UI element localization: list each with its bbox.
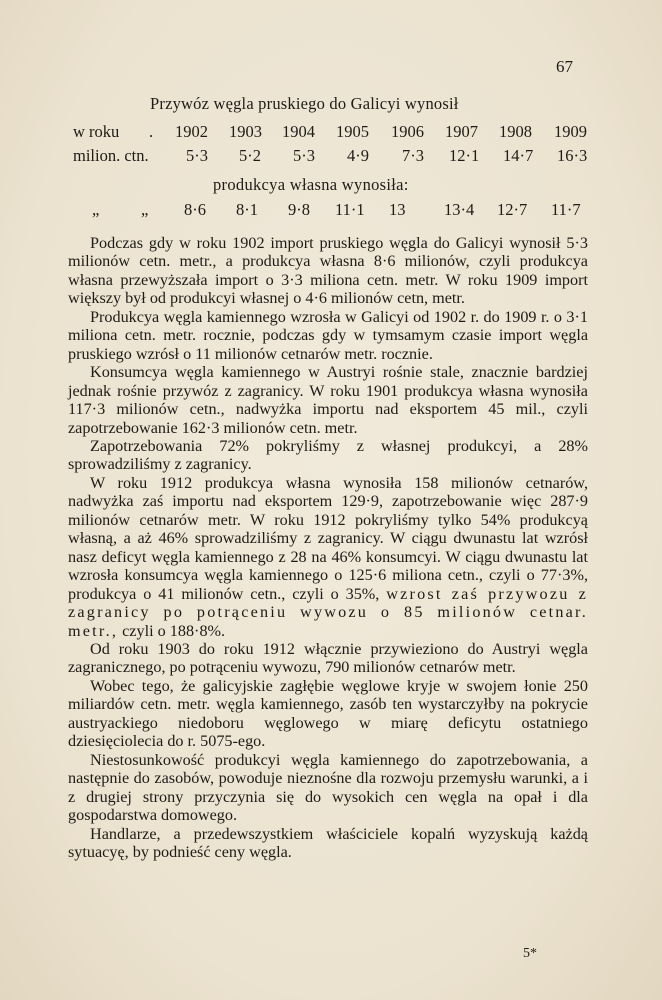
paragraph: Zapotrzebowania 72% pokryliśmy z własnej produkcyi, a 28% sprowadziliśmy z zagranicy. <box>68 436 588 474</box>
own-production-cell: 8·1 <box>236 200 258 219</box>
year-cell: 1909 <box>554 122 587 141</box>
import-label: milion. ctn. <box>73 146 149 165</box>
ditto-mark: „ <box>92 200 100 219</box>
import-cell: 12·1 <box>449 146 480 165</box>
own-production-cell: 12·7 <box>497 200 528 219</box>
table-row-import <box>0 146 662 170</box>
paragraph-text: czyli o 188·8%. <box>122 621 226 640</box>
year-cell: 1905 <box>336 122 369 141</box>
year-cell: 1906 <box>391 122 424 141</box>
year-label-dot: . <box>149 122 154 141</box>
year-cell: 1907 <box>445 122 478 141</box>
page-number: 67 <box>556 57 573 76</box>
paragraph: Konsumcya węgla kamiennego w Austryi rośnie stale, znacznie bardziej jednak rośnie przywóz z zagranicy. W roku 1901 produkcya własna wynosiła 117·3 milionów cetn., nadwyżka importu nad eksportem 45 mil., czyli zapotrzebowanie 162·3 milionów cetn. metr. <box>68 363 588 437</box>
import-cell: 5·3 <box>293 146 315 165</box>
signature-mark: 5* <box>523 946 537 961</box>
paragraph: Od roku 1903 do roku 1912 włącznie przywieziono do Austryi węgla zagranicznego, po potrąceniu wywozu, 790 milionów cetnarów metr. <box>68 639 588 677</box>
paragraph-text: W roku 1912 produkcya własna wynosiła 158 milionów cetnarów, nadwyżka zaś importu nad eksportem 129·9, zapotrzebowanie więc 287·9 milionów cetnarów metr. W roku 1912 pokryliśmy tylko 54% produkcyą własną, a aż 46% sprowadziliśmy z zagranicy. W ciągu dwunastu lat wzrósł nasz deficyt węgla kamiennego z 28 na 46% konsumcyi. W ciągu dwunastu lat wzrosła konsumcya węgla kamiennego o 125·6 miliona cetn., czyli o 77·3%, produkcya o 41 milionów cetn., czyli o 35%, <box>68 473 588 603</box>
table-caption-import: Przywóz węgla pruskiego do Galicyi wynosił <box>150 94 459 113</box>
paragraph <box>68 474 588 640</box>
import-cell: 5·2 <box>239 146 261 165</box>
year-cell: 1903 <box>229 122 262 141</box>
import-cell: 16·3 <box>557 146 588 165</box>
paragraph: Niestosunkowość produkcyi węgla kamiennego do zapotrzebowania, a następnie do zasobów, powoduje nieznośne dla rozwoju przemysłu warunki, a i z drugiej strony przyczynia się do wysokich cen węgla na opał i dla gospodarstwa domowego. <box>68 750 588 825</box>
import-cell: 7·3 <box>402 146 424 165</box>
own-production-cell: 13 <box>389 200 406 219</box>
own-production-cell: 13·4 <box>444 200 475 219</box>
year-cell: 1902 <box>175 122 208 141</box>
import-cell: 4·9 <box>347 146 369 165</box>
ditto-mark: „ <box>141 200 149 219</box>
body-text <box>68 234 588 861</box>
year-cell: 1904 <box>282 122 315 141</box>
spaced-emphasis-text: wzrost zaś przywozu z zagranicy po potrąceniu wywozu o 85 milionów cetnar. metr., <box>68 584 588 640</box>
paragraph: Podczas gdy w roku 1902 import pruskiego węgla do Galicyi wynosił 5·3 milionów cetn. metr., a produkcya własna 8·6 milionów, czyli produkcya własna przewyższała import o 3·3 miliona cetn. metr. W roku 1909 import większy był od produkcyi własnej o 4·6 milionów cetn, metr. <box>68 234 588 308</box>
own-production-cell: 11·1 <box>335 200 365 219</box>
own-production-cell: 8·6 <box>184 200 206 219</box>
import-cell: 5·3 <box>186 146 208 165</box>
paragraph: Produkcya węgla kamiennego wzrosła w Galicyi od 1902 r. do 1909 r. o 3·1 miliona cetn. metr. rocznie, podczas gdy w tymsamym czasie import węgla pruskiego wzrósł o 11 milionów cetnarów metr. rocznie. <box>68 307 588 363</box>
table-row-own-production <box>0 200 662 224</box>
import-cell: 14·7 <box>503 146 534 165</box>
year-cell: 1908 <box>499 122 532 141</box>
paragraph: Handlarze, a przedewszystkiem właściciele kopalń wyzyskują każdą sytuacyę, by podnieść ceny węgla. <box>68 824 588 861</box>
year-label: w roku <box>73 122 120 141</box>
own-production-cell: 9·8 <box>288 200 310 219</box>
table-caption-own-production: produkcya własna wynosiła: <box>213 175 409 194</box>
paragraph: Wobec tego, że galicyjskie zagłębie węglowe kryje w swojem łonie 250 miliardów cetn. metr. węgla kamiennego, zasób ten wystarczyłby na pokrycie austryackiego niedoboru węglowego w miarę deficytu ostatniego dziesięciolecia do r. 5075-ego. <box>68 676 588 751</box>
own-production-cell: 11·7 <box>551 200 581 219</box>
table-row-years <box>0 122 662 146</box>
